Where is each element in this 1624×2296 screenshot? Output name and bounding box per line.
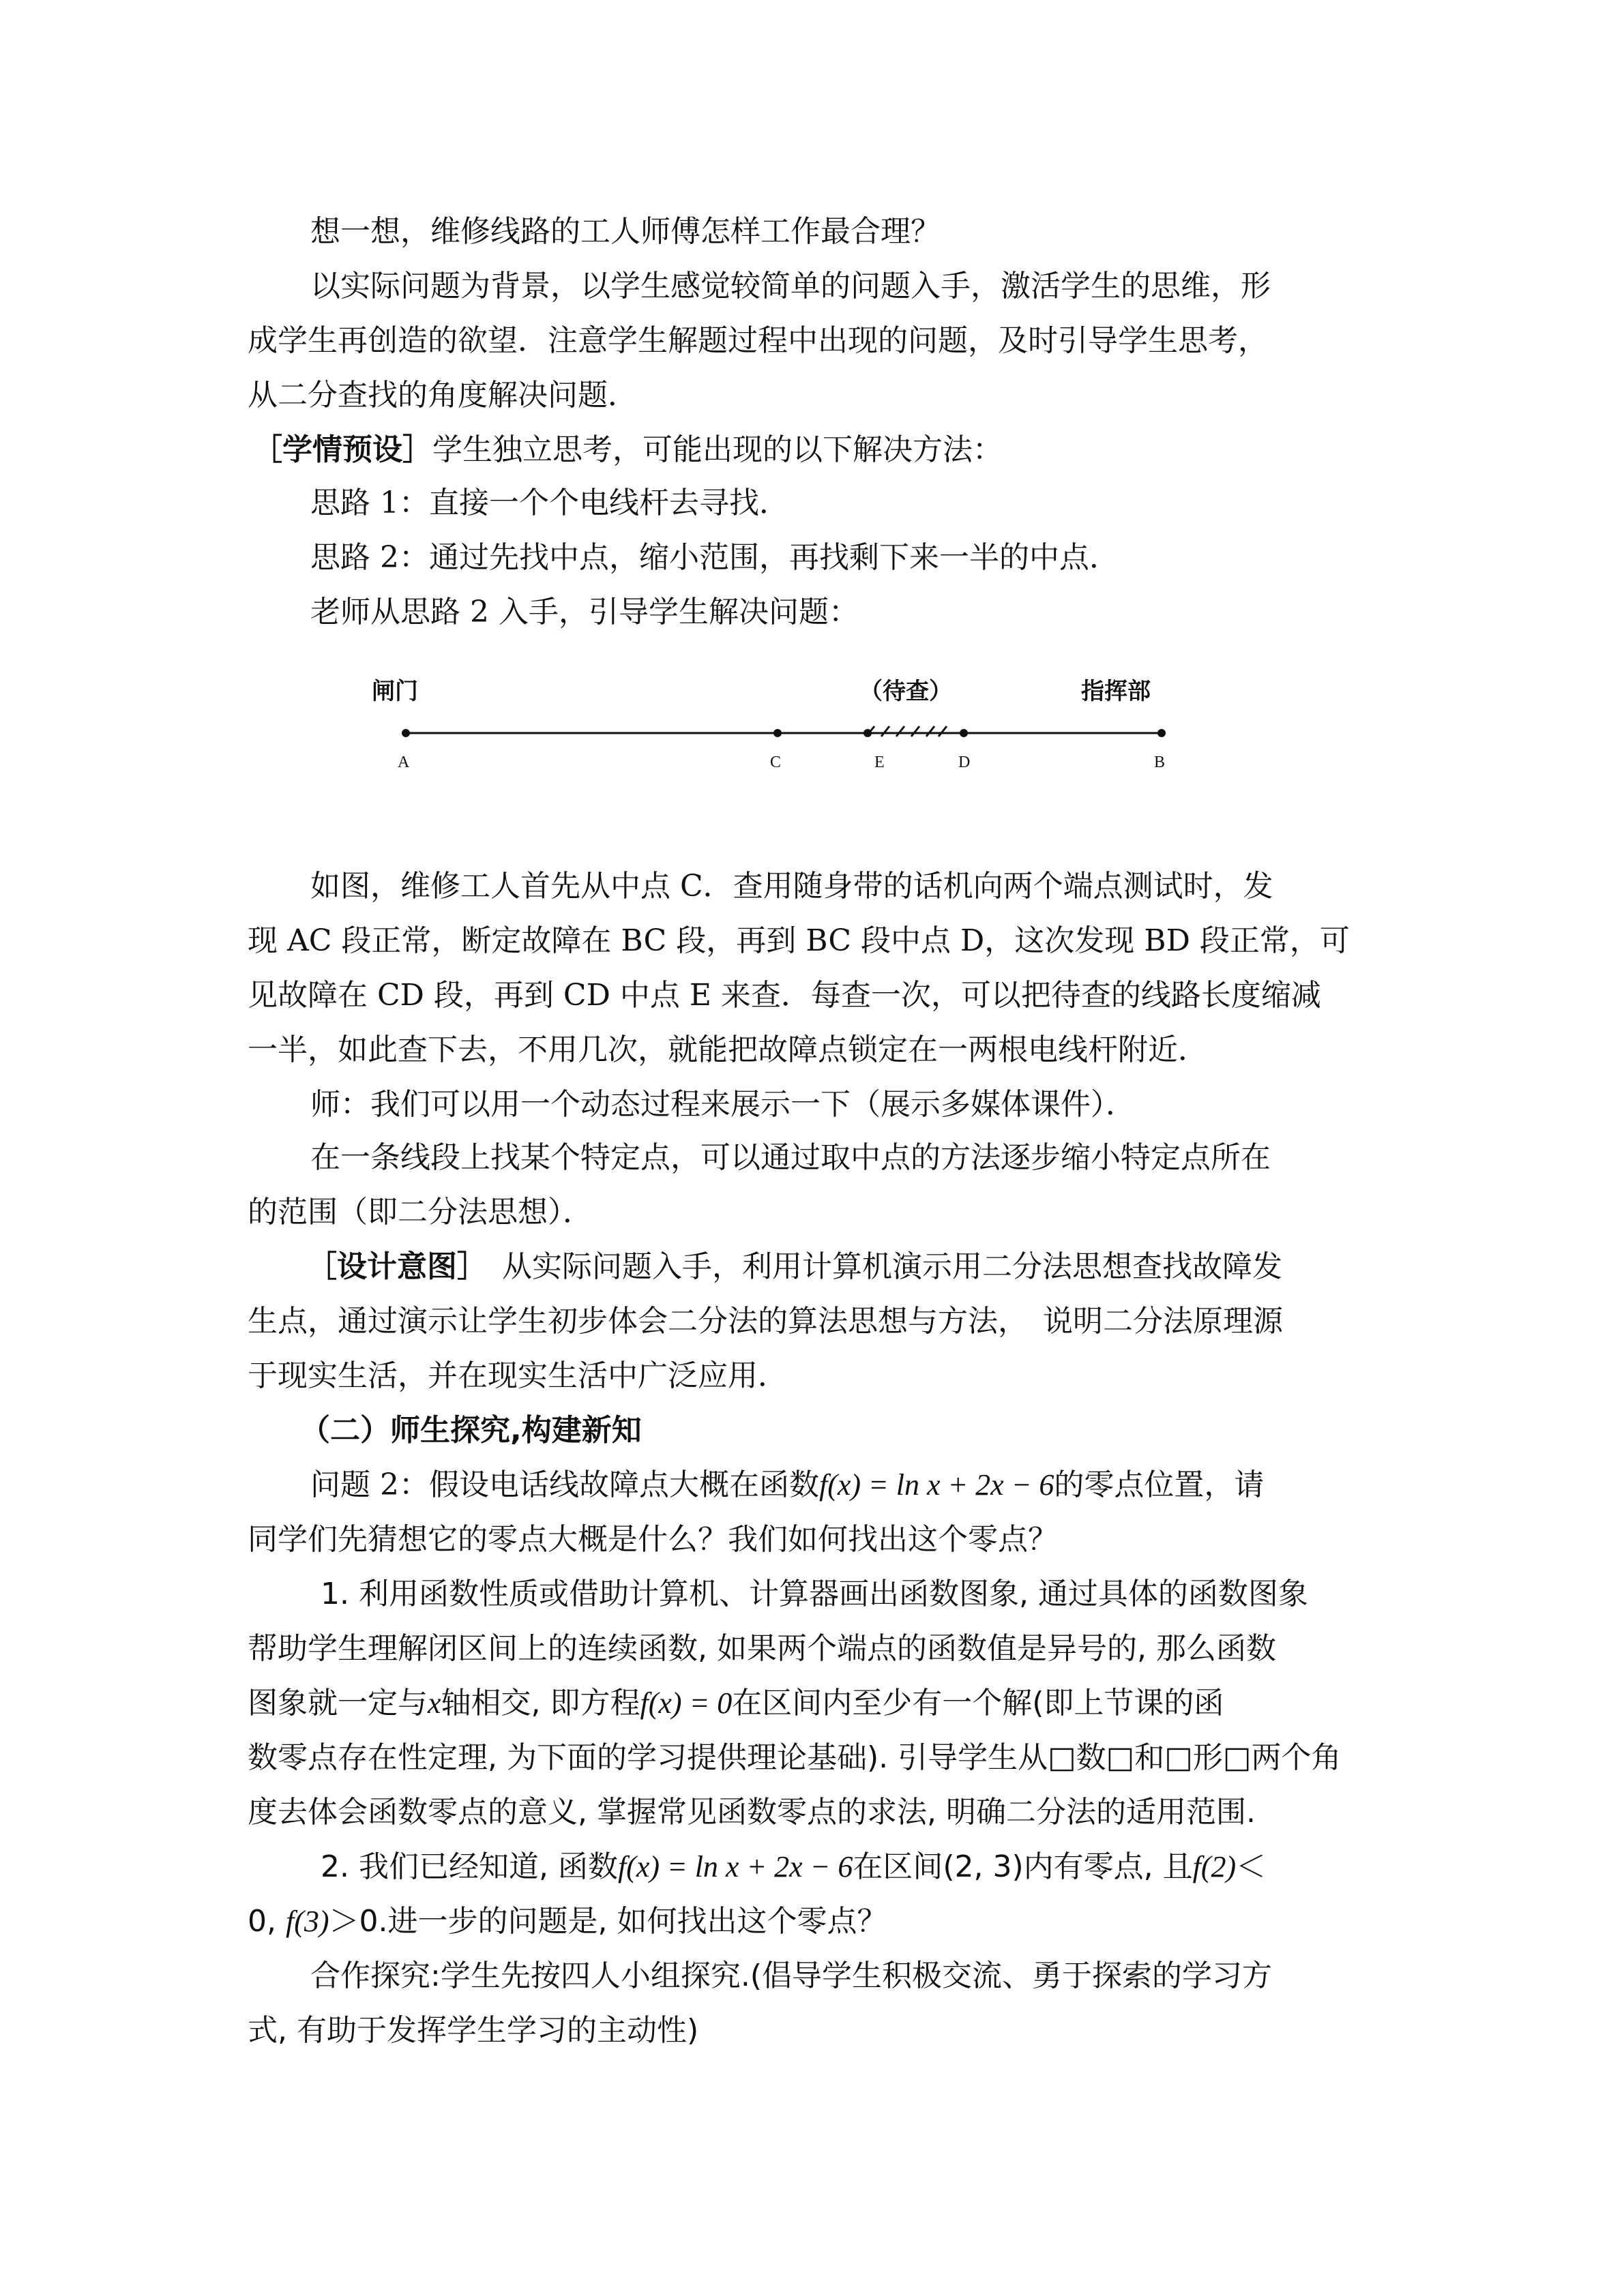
label-gate: 闸门 bbox=[372, 678, 418, 705]
paragraph-segment-1: 在一条线段上找某个特定点，可以通过取中点的方法逐步缩小特定点所在 bbox=[310, 1140, 1271, 1175]
formula-f2: f(2) bbox=[1192, 1850, 1237, 1883]
point-label-e: E bbox=[874, 754, 885, 771]
paragraph-figure-1: 如图，维修工人首先从中点 C．查用随身带的话机向两个端点测试时，发 bbox=[310, 869, 1273, 904]
point-label-c: C bbox=[770, 754, 782, 771]
preset-tag: ［学情预设］ bbox=[252, 432, 432, 467]
paragraph-teacher: 师：我们可以用一个动态过程来展示一下（展示多媒体课件）． bbox=[310, 1087, 1136, 1122]
item-1-text-b: 轴相交, 即方程 bbox=[441, 1686, 640, 1720]
item-2-line-1 bbox=[321, 1847, 1453, 1888]
item-2-line-2 bbox=[248, 1901, 1380, 1942]
point-e-dot bbox=[863, 729, 872, 737]
item-1-text-c: 在区间内至少有一个解(即上节课的函 bbox=[732, 1686, 1224, 1720]
idea-2: 思路 2：通过先找中点，缩小范围，再找剩下来一半的中点． bbox=[310, 540, 1119, 575]
section-heading: （二）师生探究,构建新知 bbox=[300, 1413, 642, 1448]
formula-fx: f(x) = ln x + 2x − 6 bbox=[818, 1468, 1054, 1502]
point-d-dot bbox=[960, 729, 968, 737]
paragraph-figure-3: 见故障在 CD 段，再到 CD 中点 E 来查．每查一次，可以把待查的线路长度缩减 bbox=[248, 978, 1321, 1013]
paragraph-background-1: 以实际问题为背景，以学生感觉较简单的问题入手，激活学生的思维，形 bbox=[310, 269, 1271, 303]
label-hq: 指挥部 bbox=[1081, 678, 1151, 705]
question-2-tail: 的零点位置，请 bbox=[1054, 1467, 1265, 1502]
question-2-line-1 bbox=[310, 1465, 1380, 1506]
item-1-line-2: 帮助学生理解闭区间上的连续函数, 如果两个端点的函数值是异号的, 那么函数 bbox=[248, 1631, 1276, 1666]
paragraph-figure-2: 现 AC 段正常，断定故障在 BC 段，再到 BC 段中点 D，这次发现 BD 段正常，可 bbox=[248, 923, 1350, 958]
paragraph-think: 想一想，维修线路的工人师傅怎样工作最合理？ bbox=[310, 214, 941, 249]
item-1-text-a: 图象就一定与 bbox=[248, 1686, 428, 1720]
paragraph-design-intent-3: 于现实生活，并在现实生活中广泛应用． bbox=[248, 1358, 788, 1393]
teacher-intro: 老师从思路 2 入手，引导学生解决问题： bbox=[310, 595, 859, 629]
preset-text: 学生独立思考，可能出现的以下解决方法： bbox=[432, 432, 1003, 467]
cooperation-line-2: 式, 有助于发挥学生学习的主动性) bbox=[248, 2013, 699, 2048]
item-1-line-4: 数零点存在性定理, 为下面的学习提供理论基础). 引导学生从□数□和□形□两个角 bbox=[248, 1740, 1342, 1775]
question-2-text: 问题 2：假设电话线故障点大概在函数 bbox=[310, 1467, 819, 1502]
hatch-marks bbox=[866, 726, 947, 736]
point-a-dot bbox=[402, 729, 410, 737]
formula-fx-2: f(x) = ln x + 2x − 6 bbox=[617, 1850, 853, 1883]
item-2-text-c: ＜ bbox=[1236, 1849, 1267, 1884]
formula-eq0: f(x) = 0 bbox=[640, 1686, 733, 1720]
formula-f3: f(3) bbox=[285, 1905, 329, 1938]
variable-x: x bbox=[428, 1686, 441, 1720]
cooperation-line-1: 合作探究:学生先按四人小组探究.(倡导学生积极交流、勇于探索的学习方 bbox=[310, 1958, 1272, 1993]
item-1-line-5: 度去体会函数零点的意义, 掌握常见函数零点的求法, 明确二分法的适用范围. bbox=[248, 1795, 1256, 1830]
design-intent-text: 从实际问题入手，利用计算机演示用二分法思想查找故障发 bbox=[472, 1249, 1282, 1284]
paragraph-design-intent-2: 生点，通过演示让学生初步体会二分法的算法思想与方法， 说明二分法原理源 bbox=[248, 1304, 1283, 1339]
point-c-dot bbox=[773, 729, 782, 737]
item-1-line-1: 1. 利用函数性质或借助计算机、计算器画出函数图象, 通过具体的函数图象 bbox=[321, 1577, 1308, 1611]
paragraph-design-intent-1 bbox=[307, 1247, 1439, 1287]
point-b-dot bbox=[1157, 729, 1166, 737]
paragraph-preset bbox=[252, 430, 1385, 471]
paragraph-figure-4: 一半，如此查下去，不用几次，就能把故障点锁定在一两根电线杆附近． bbox=[248, 1032, 1208, 1067]
item-2-text-d: 0, bbox=[248, 1904, 276, 1939]
point-label-b: B bbox=[1154, 754, 1166, 771]
item-2-text-b: 在区间(2, 3)内有零点, 且 bbox=[853, 1849, 1193, 1884]
point-label-a: A bbox=[398, 754, 410, 771]
paragraph-background-2: 成学生再创造的欲望．注意学生解题过程中出现的问题，及时引导学生思考， bbox=[248, 323, 1268, 358]
point-label-d: D bbox=[958, 754, 971, 771]
design-intent-tag: ［设计意图］ bbox=[307, 1249, 472, 1284]
line-diagram bbox=[355, 672, 1241, 781]
idea-1: 思路 1：直接一个个电线杆去寻找． bbox=[310, 486, 789, 520]
question-2-line-2: 同学们先猜想它的零点大概是什么？我们如何找出这个零点？ bbox=[248, 1522, 1058, 1557]
label-pending: （待查） bbox=[859, 678, 952, 705]
paragraph-background-3: 从二分查找的角度解决问题． bbox=[248, 378, 638, 413]
item-2-text-e: ＞0.进一步的问题是, 如何找出这个零点？ bbox=[329, 1904, 887, 1939]
paragraph-segment-2: 的范围（即二分法思想）． bbox=[248, 1195, 593, 1229]
item-2-text-a: 2. 我们已经知道, 函数 bbox=[321, 1849, 618, 1884]
item-1-line-3 bbox=[248, 1683, 1380, 1724]
